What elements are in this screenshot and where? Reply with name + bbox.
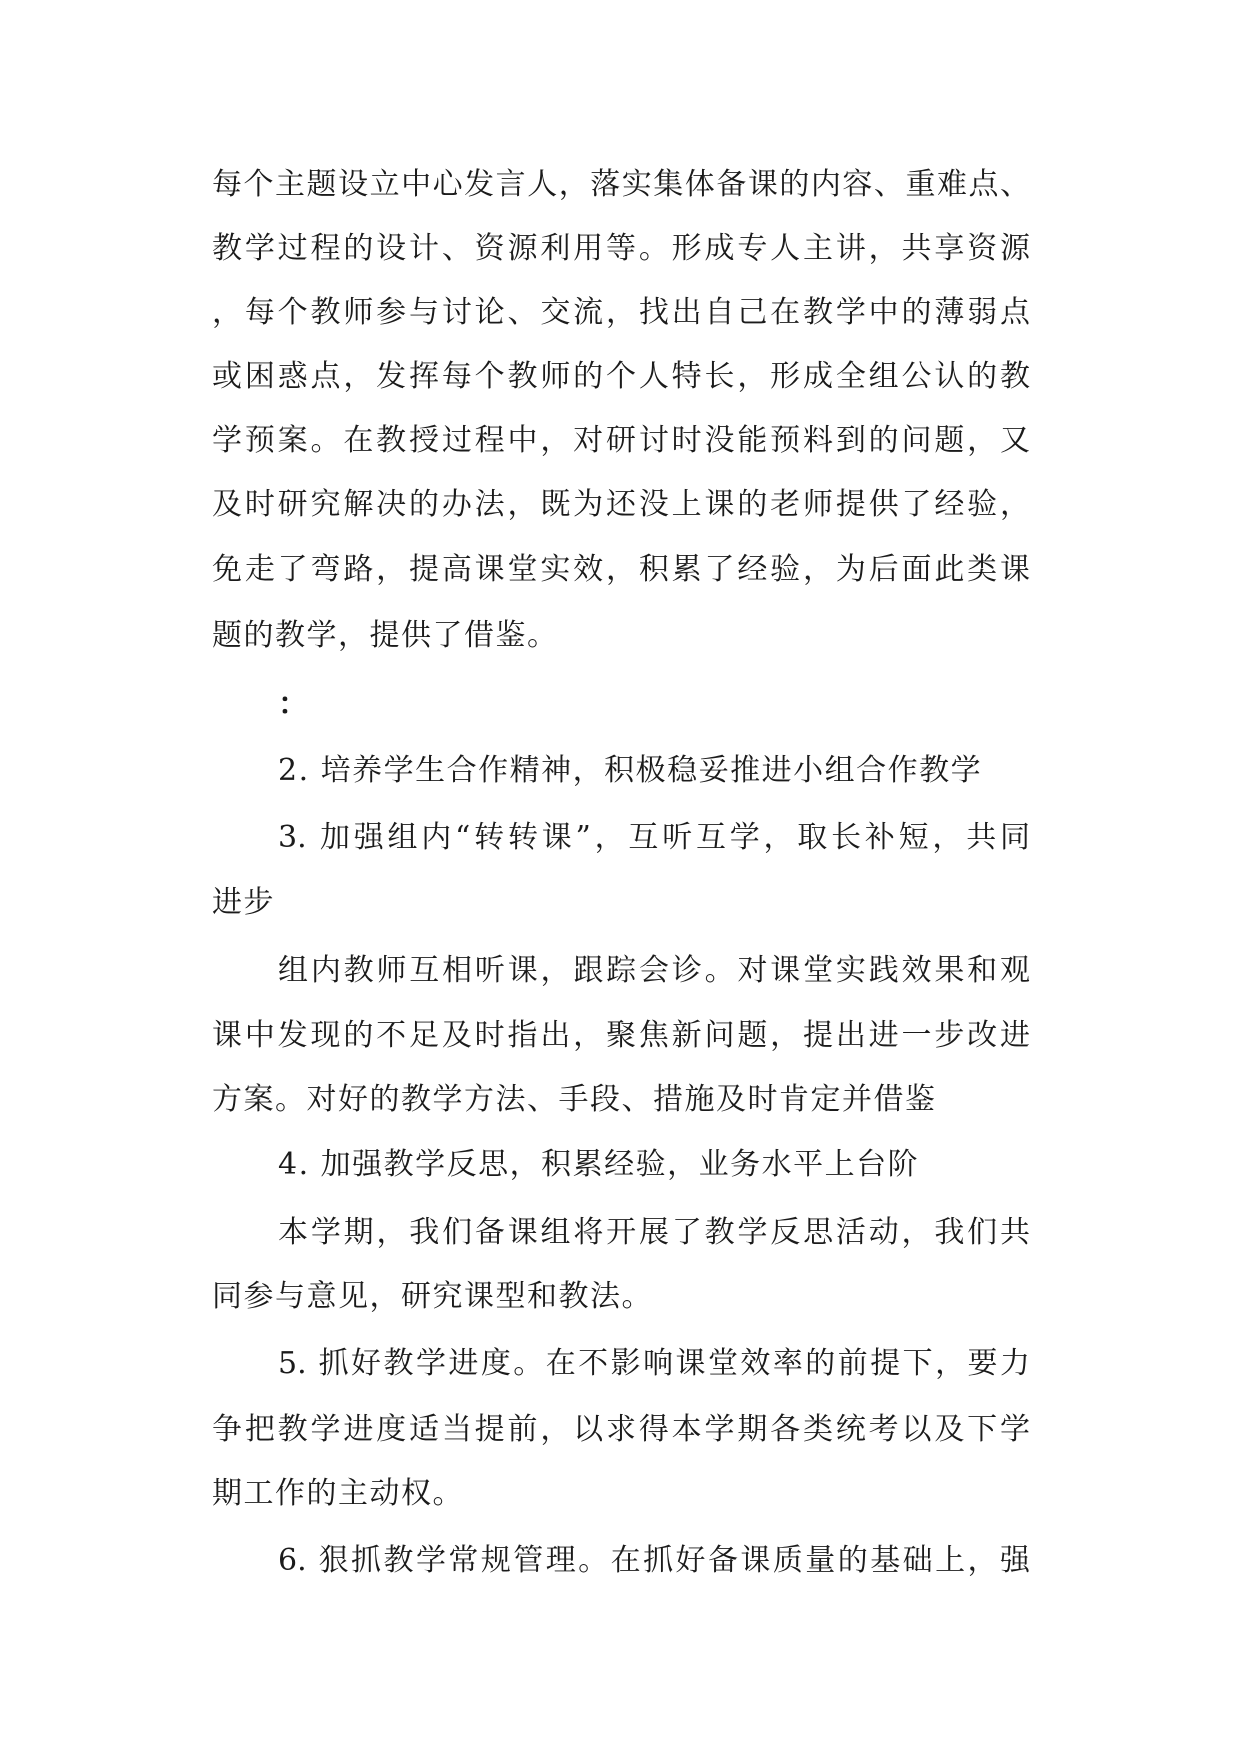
text-line: 组内教师互相听课，跟踪会诊。对课堂实践效果和观 xyxy=(278,953,1030,988)
text-line: 学预案。在教授过程中，对研讨时没能预料到的问题，又 xyxy=(212,423,1030,458)
text-line: 同参与意见，研究课型和教法。 xyxy=(212,1279,653,1314)
text-line: 题的教学，提供了借鉴。 xyxy=(212,618,559,653)
text-line: 进步 xyxy=(212,885,275,920)
text-line: ，每个教师参与讨论、交流，找出自己在教学中的薄弱点 xyxy=(212,295,1030,330)
text-line: 及时研究解决的办法，既为还没上课的老师提供了经验， xyxy=(212,487,1030,522)
text-line: 争把教学进度适当提前，以求得本学期各类统考以及下学 xyxy=(212,1412,1030,1447)
text-line: 每个主题设立中心发言人，落实集体备课的内容、重难点、 xyxy=(212,167,1030,202)
text-line: 期工作的主动权。 xyxy=(212,1476,464,1511)
text-line: 免走了弯路，提高课堂实效，积累了经验，为后面此类课 xyxy=(212,552,1030,587)
text-line: ： xyxy=(278,687,310,722)
text-line: 教学过程的设计、资源利用等。形成专人主讲，共享资源 xyxy=(212,231,1030,266)
text-line: 方案。对好的教学方法、手段、措施及时肯定并借鉴 xyxy=(212,1082,937,1117)
text-line: 2. 培养学生合作精神，积极稳妥推进小组合作教学 xyxy=(278,753,983,788)
text-line: 5. 抓好教学进度。在不影响课堂效率的前提下，要力 xyxy=(278,1346,1030,1381)
text-line: 4. 加强教学反思，积累经验，业务水平上台阶 xyxy=(278,1147,920,1182)
text-line: 6. 狠抓教学常规管理。在抓好备课质量的基础上，强 xyxy=(278,1543,1030,1578)
text-line: 或困惑点，发挥每个教师的个人特长，形成全组公认的教 xyxy=(212,359,1030,394)
text-line: 本学期，我们备课组将开展了教学反思活动，我们共 xyxy=(278,1215,1030,1250)
text-line: 3. 加强组内“转转课”，互听互学，取长补短，共同 xyxy=(278,820,1030,855)
text-line: 课中发现的不足及时指出，聚焦新问题，提出进一步改进 xyxy=(212,1018,1030,1053)
